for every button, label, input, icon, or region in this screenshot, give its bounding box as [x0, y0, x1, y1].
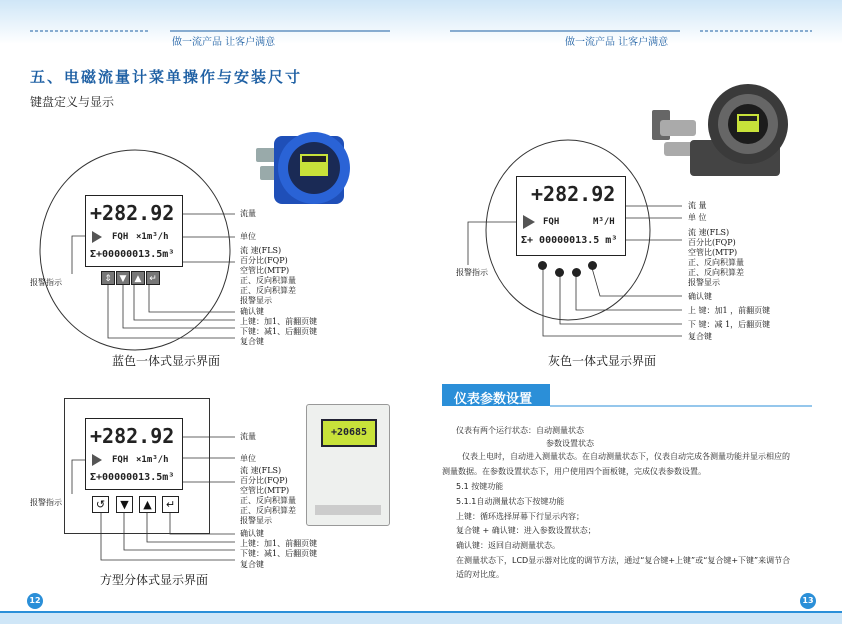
label-up: 上键：加1、前翻页键	[240, 317, 318, 326]
lcd-blue	[85, 195, 183, 267]
lcd2-main-value: +282.92	[90, 424, 175, 448]
label3-flow: 流 量	[688, 201, 707, 210]
label-fqp: 百分比(FQP)	[240, 256, 288, 265]
label-alarm-disp: 报警显示	[240, 296, 272, 305]
cable-glands	[315, 505, 381, 515]
para-0: 仪表有两个运行状态：自动测量状态	[456, 426, 584, 435]
lcd-main-value: +282.92	[90, 201, 175, 225]
header-slogan-left: 做一流产品 让客户满意	[172, 37, 276, 48]
combo-key-2[interactable]: ↺	[92, 496, 109, 513]
label2-up: 上键：加1、前翻页键	[240, 539, 318, 548]
label2-flow: 流量	[240, 432, 256, 441]
caption-blue: 蓝色一体式显示界面	[112, 354, 221, 368]
para-2: 仪表上电时，自动进入测量状态。在自动测量状态下，仪表自动完成各测量功能并显示相应的	[462, 452, 790, 461]
label2-confirm: 确认键	[240, 529, 264, 538]
lcd3-code: FQH	[543, 217, 560, 227]
lcd2-unit: ×1m³/h	[136, 455, 169, 465]
up-key[interactable]: ▲	[131, 271, 145, 285]
label2-alarm-disp: 报警显示	[240, 516, 272, 525]
para-10: 适的对比度。	[456, 570, 504, 579]
alarm-label-2: 报警指示	[30, 498, 62, 507]
lcd2-code: FQH	[112, 455, 129, 465]
label2-acc1: 正、反向积算量	[240, 496, 296, 505]
label-confirm: 确认键	[240, 307, 264, 316]
para-1: 参数设置状态	[546, 439, 594, 448]
para-7: 复合键 + 确认键：进入参数设置状态；	[456, 526, 596, 535]
lcd2-total: Σ+00000013.5m³	[90, 472, 175, 483]
up-key-2[interactable]: ▲	[139, 496, 156, 513]
label-acc1: 正、反向积算量	[240, 276, 296, 285]
alarm-icon	[92, 454, 102, 466]
blue-meter-image	[252, 118, 362, 210]
label2-fls: 流 速(FLS)	[240, 466, 282, 475]
header-slogan-right: 做一流产品 让客户满意	[565, 37, 669, 48]
lcd-square	[85, 418, 183, 490]
alarm-label-3: 报警指示	[456, 268, 488, 277]
up-key-3[interactable]	[572, 268, 581, 277]
label3-acc2: 正、反向积算差	[688, 268, 744, 277]
label2-acc2: 正、反向积算差	[240, 506, 296, 515]
para-8: 确认键：返回自动测量状态。	[456, 541, 560, 550]
para-3: 测量数据。在参数设置状态下，用户使用四个面板键，完成仪表参数设置。	[442, 467, 706, 476]
para-5: 5.1.1自动测量状态下按键功能	[456, 497, 565, 506]
square-meter-image	[306, 404, 390, 526]
label2-mtp: 空管比(MTP)	[240, 486, 290, 495]
down-key[interactable]: ▼	[116, 271, 130, 285]
para-9: 在测量状态下，LCD显示器对比度的调节方法，通过“复合键+上键”或“复合键+下键”来调节合	[456, 556, 791, 565]
label2-unit: 单位	[240, 454, 256, 463]
label3-up: 上 键：加1 ，前翻页键	[688, 306, 771, 315]
caption-square: 方型分体式显示界面	[100, 573, 209, 587]
label3-fqp: 百分比(FQP)	[688, 238, 736, 247]
label2-down: 下键：减1、后翻页键	[240, 549, 318, 558]
lcd3-unit: M³/H	[593, 217, 615, 227]
lcd-total: Σ+00000013.5m³	[90, 249, 175, 260]
alarm-icon	[92, 231, 102, 243]
confirm-key[interactable]: ↵	[146, 271, 160, 285]
lcd-unit: ×1m³/h	[136, 232, 169, 242]
subtitle-left: 键盘定义与显示	[30, 95, 115, 109]
lcd3-total: Σ+ 00000013.5 m³	[521, 235, 618, 246]
label2-combo: 复合键	[240, 560, 264, 569]
square-meter-display: +20685	[321, 419, 377, 447]
label3-fls: 流 速(FLS)	[688, 228, 730, 237]
label-acc2: 正、反向积算差	[240, 286, 296, 295]
label3-combo: 复合键	[688, 332, 712, 341]
alarm-icon	[523, 215, 535, 229]
label3-unit: 单 位	[688, 213, 707, 222]
label-mtp: 空管比(MTP)	[240, 266, 290, 275]
grey-meter-image	[650, 80, 790, 180]
label-flow: 流量	[240, 209, 256, 218]
alarm-label: 报警指示	[30, 278, 62, 287]
page-number-right: 13	[800, 593, 816, 609]
label3-acc1: 正、反向积算量	[688, 258, 744, 267]
label3-down: 下 键：减 1，后翻页键	[688, 320, 771, 329]
lcd-grey	[516, 176, 626, 256]
label3-mtp: 空管比(MTP)	[688, 248, 738, 257]
para-4: 5.1 按键功能	[456, 482, 504, 491]
section-title-left: 五、电磁流量计菜单操作与安装尺寸	[30, 68, 303, 86]
label-combo: 复合键	[240, 337, 264, 346]
section-title-right: 仪表参数设置	[454, 392, 533, 407]
combo-key-3[interactable]	[538, 261, 547, 270]
combo-key[interactable]: ⇕	[101, 271, 115, 285]
label-down: 下键：减1、后翻页键	[240, 327, 318, 336]
label2-fqp: 百分比(FQP)	[240, 476, 288, 485]
para-6: 上键：循环选择屏幕下行显示内容；	[456, 512, 584, 521]
lcd-code: FQH	[112, 232, 129, 242]
label3-alarm-disp: 报警显示	[688, 278, 720, 287]
down-key-2[interactable]: ▼	[116, 496, 133, 513]
label-unit: 单位	[240, 232, 256, 241]
caption-grey: 灰色一体式显示界面	[548, 354, 657, 368]
confirm-key-3[interactable]	[588, 261, 597, 270]
down-key-3[interactable]	[555, 268, 564, 277]
label3-confirm: 确认键	[688, 292, 712, 301]
page-number-left: 12	[27, 593, 43, 609]
label-fls: 流 速(FLS)	[240, 246, 282, 255]
confirm-key-2[interactable]: ↵	[162, 496, 179, 513]
lcd3-main-value: +282.92	[531, 182, 616, 206]
